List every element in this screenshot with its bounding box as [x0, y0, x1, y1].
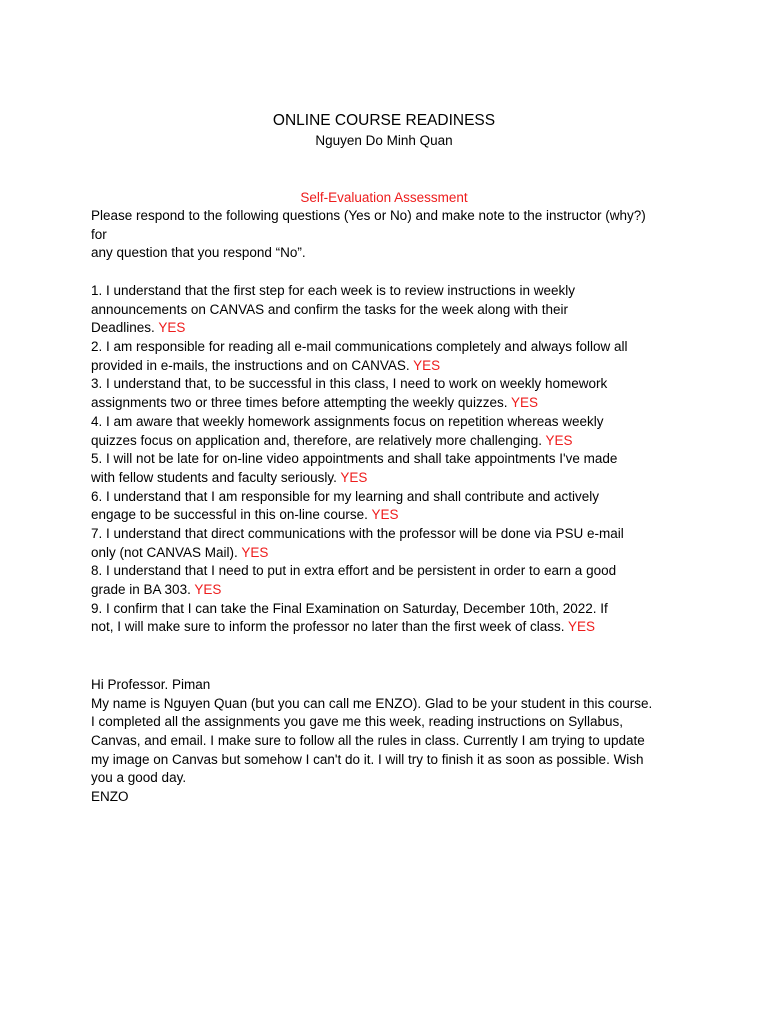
assessment-item-line: [91, 562, 691, 581]
assessment-item-text: with fellow students and faculty seriously.: [91, 469, 337, 485]
assessment-item-text: 2. I am responsible for reading all e-mail communications completely and always follow all: [91, 339, 628, 355]
assessment-item: [91, 600, 691, 637]
answer-yes: YES: [158, 320, 186, 336]
answer-yes: YES: [510, 395, 538, 411]
assessment-item: [91, 282, 691, 338]
author-name: Nguyen Do Minh Quan: [315, 133, 453, 148]
assessment-item-line: [91, 357, 691, 376]
assessment-item-line: [91, 544, 691, 563]
assessment-item-line: [91, 618, 691, 637]
letter-signature: ENZO: [91, 789, 129, 805]
student-letter: [91, 676, 691, 807]
assessment-item-line: [91, 600, 691, 619]
assessment-item: [91, 375, 691, 412]
assessment-item-line: [91, 432, 691, 451]
assessment-item: [91, 562, 691, 599]
instructions-line: any question that you respond “No”.: [91, 245, 306, 261]
assessment-item: [91, 525, 691, 562]
assessment-item: [91, 413, 691, 450]
instructions-line: for: [91, 226, 107, 242]
assessment-item-line: [91, 488, 691, 507]
assessment-item-text: 6. I understand that I am responsible for my learning and shall contribute and actively: [91, 488, 600, 504]
letter-line: My name is Nguyen Quan (but you can call me ENZO). Glad to be your student in this course.: [91, 695, 653, 711]
assessment-item-text: Deadlines.: [91, 320, 155, 336]
assessment-item: [91, 338, 691, 375]
assessment-item-line: [91, 282, 691, 301]
assessment-item-text: quizzes focus on application and, therefore, are relatively more challenging.: [91, 432, 543, 448]
assessment-item-line: [91, 394, 691, 413]
assessment-item-text: 4. I am aware that weekly homework assignments focus on repetition whereas weekly: [91, 413, 604, 429]
assessment-item-line: [91, 319, 691, 338]
letter-line: my image on Canvas but somehow I can't do it. I will try to finish it as soon as possible. Wish: [91, 751, 644, 767]
assessment-item-text: 5. I will not be late for on-line video appointments and shall take appointments I've made: [91, 451, 618, 467]
assessment-heading: Self-Evaluation Assessment: [300, 190, 468, 205]
assessment-item: [91, 488, 691, 525]
letter-greeting: Hi Professor. Piman: [91, 677, 211, 692]
letter-line: I completed all the assignments you gave me this week, reading instructions on Syllabus,: [91, 714, 624, 730]
assessment-item-text: grade in BA 303.: [91, 582, 191, 597]
answer-yes: YES: [194, 582, 222, 597]
assessment-item-text: 3. I understand that, to be successful in this class, I need to work on weekly homework: [91, 376, 608, 392]
answer-yes: YES: [567, 619, 595, 635]
assessment-item-line: [91, 413, 691, 432]
assessment-item-text: only (not CANVAS Mail).: [91, 544, 238, 560]
answer-yes: YES: [340, 469, 368, 485]
assessment-item-text: assignments two or three times before attempting the weekly quizzes.: [91, 395, 508, 411]
assessment-item-line: [91, 301, 691, 320]
assessment-item-line: [91, 450, 691, 469]
assessment-item-line: [91, 375, 691, 394]
assessment-item-text: engage to be successful in this on-line course.: [91, 507, 368, 523]
answer-yes: YES: [545, 432, 573, 448]
letter-line: Canvas, and email. I make sure to follow all the rules in class. Currently I am trying to update: [91, 733, 645, 749]
assessment-item-text: provided in e-mails, the instructions and on CANVAS.: [91, 357, 410, 373]
instructions-paragraph: [91, 207, 691, 263]
letter-line: you a good day.: [91, 770, 187, 786]
assessment-item-text: 7. I understand that direct communications with the professor will be done via PSU e-mail: [91, 525, 624, 541]
assessment-item-text: 1. I understand that the first step for each week is to review instructions in weekly: [91, 283, 575, 298]
assessment-item-line: [91, 338, 691, 357]
assessment-item: [91, 450, 691, 487]
page-title: ONLINE COURSE READINESS: [272, 112, 496, 129]
answer-yes: YES: [371, 507, 399, 523]
assessment-item-text: announcements on CANVAS and confirm the tasks for the week along with their: [91, 301, 569, 317]
instructions-line: Please respond to the following questions (Yes or No) and make note to the instructor (why?): [91, 208, 646, 223]
assessment-item-line: [91, 506, 691, 525]
assessment-item-line: [91, 581, 691, 600]
answer-yes: YES: [413, 357, 441, 373]
assessment-item-text: 8. I understand that I need to put in extra effort and be persistent in order to earn a good: [91, 563, 617, 579]
assessment-item-line: [91, 525, 691, 544]
answer-yes: YES: [241, 544, 269, 560]
assessment-item-text: 9. I confirm that I can take the Final Examination on Saturday, December 10th, 2022. If: [91, 600, 608, 616]
assessment-items-list: [91, 282, 691, 637]
assessment-item-line: [91, 469, 691, 488]
assessment-item-text: not, I will make sure to inform the professor no later than the first week of class.: [91, 619, 565, 635]
